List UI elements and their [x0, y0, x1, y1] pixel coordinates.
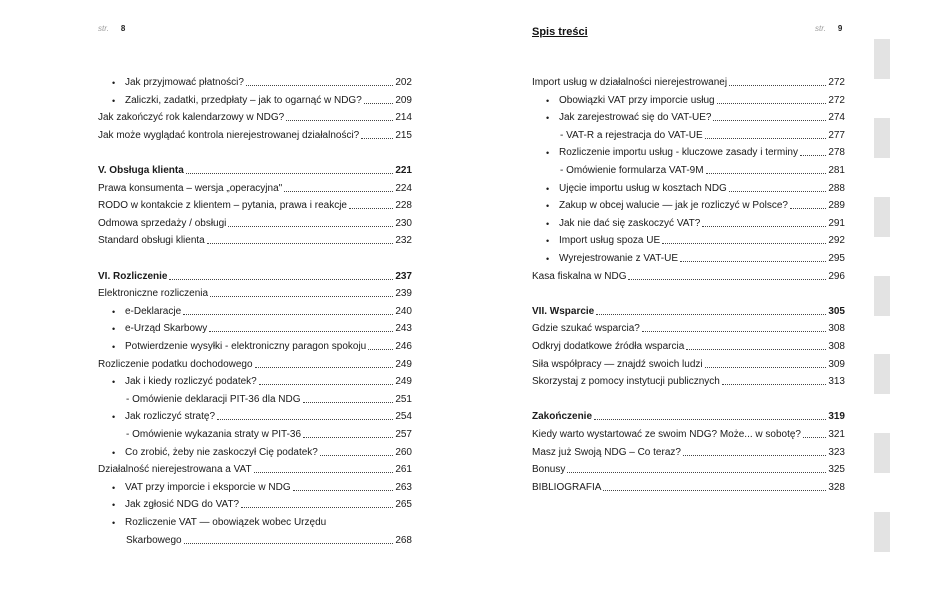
- dot-leader: [800, 155, 826, 156]
- toc-title: Spis treści: [532, 26, 588, 38]
- toc-entry-page: 274: [828, 112, 845, 124]
- dot-leader: [803, 437, 826, 438]
- toc-entry-title: Jak zakończyć rok kalendarzowy w NDG?: [98, 112, 285, 124]
- toc-entry[interactable]: [112, 301, 412, 318]
- toc-entry-page: 228: [395, 200, 412, 212]
- toc-entry[interactable]: [532, 318, 845, 335]
- toc-entry[interactable]: [546, 213, 845, 230]
- dot-leader: [303, 437, 393, 438]
- toc-entry-page: 296: [828, 270, 845, 282]
- dot-leader: [349, 208, 393, 209]
- toc-entry-page: 224: [395, 182, 412, 194]
- dot-leader: [686, 349, 826, 350]
- toc-entry[interactable]: [532, 477, 845, 494]
- toc-section[interactable]: [98, 266, 412, 283]
- toc-entry-title: Siła współpracy — znajdź swoich ludzi: [532, 358, 703, 370]
- toc-entry-title: Zakończenie: [532, 411, 593, 423]
- toc-entry-title: Kiedy warto wystartować ze swoim NDG? Może... w sobotę?: [532, 429, 801, 440]
- toc-section[interactable]: [532, 301, 845, 318]
- toc-entry[interactable]: [546, 195, 845, 212]
- toc-entry[interactable]: [112, 90, 412, 107]
- toc-entry-title: - VAT-R a rejestracja do VAT-UE: [560, 129, 703, 141]
- toc-entry-title: Skorzystaj z pomocy instytucji publicznych: [532, 376, 720, 388]
- toc-entry-title: RODO w kontakcie z klientem – pytania, prawa i reakcje: [98, 200, 347, 212]
- dot-leader: [284, 191, 393, 192]
- dot-leader: [790, 208, 826, 209]
- toc-entry-page: 246: [395, 341, 412, 352]
- toc-entry-title: Gdzie szukać wsparcia?: [532, 323, 640, 335]
- toc-entry[interactable]: [546, 142, 845, 159]
- toc-entry[interactable]: [546, 90, 845, 107]
- bullet-icon: •: [546, 201, 550, 212]
- dot-leader: [320, 455, 393, 456]
- toc-entry[interactable]: [560, 160, 845, 177]
- toc-entry-page: 295: [828, 253, 845, 264]
- toc-entry-title: Ujęcie importu usług w kosztach NDG: [559, 182, 727, 194]
- toc-entry-page: 230: [395, 217, 412, 229]
- toc-entry-page: 305: [828, 305, 845, 317]
- toc-entry-title: Import usług w działalności nierejestrowanej: [532, 77, 728, 88]
- thumb-tab[interactable]: [874, 276, 890, 316]
- toc-entry-title: - Omówienie wykazania straty w PIT-36: [126, 429, 302, 440]
- toc-entry[interactable]: [112, 371, 412, 388]
- dot-leader: [217, 419, 393, 420]
- dot-leader: [303, 402, 394, 403]
- dot-leader: [255, 367, 394, 368]
- bullet-icon: •: [546, 218, 550, 229]
- dot-leader: [207, 243, 394, 244]
- dot-leader: [702, 226, 826, 227]
- toc-entry-title: Jak może wyglądać kontrola nierejestrowanej działalności?: [98, 129, 360, 141]
- toc-entry-title: Jak zgłosić NDG do VAT?: [125, 499, 240, 511]
- toc-entry[interactable]: [532, 336, 845, 353]
- bullet-icon: •: [546, 95, 550, 106]
- dot-leader: [628, 279, 826, 280]
- toc-entry[interactable]: [112, 512, 412, 529]
- bullet-icon: •: [112, 306, 116, 317]
- toc-entry[interactable]: [112, 406, 412, 423]
- dot-leader: [364, 103, 394, 104]
- toc-entry-title: BIBLIOGRAFIA: [532, 481, 602, 493]
- toc-entry-title: Wyrejestrowanie z VAT-UE: [559, 253, 679, 264]
- toc-entry-page: 288: [828, 182, 845, 194]
- page-number: 8: [120, 24, 126, 33]
- toc-entry-page: 257: [395, 429, 412, 440]
- toc-entry[interactable]: [98, 195, 412, 212]
- toc-entry-page: 308: [828, 341, 845, 352]
- toc-entry-page: 291: [828, 217, 845, 229]
- toc-entry-title: Jak nie dać się zaskoczyć VAT?: [559, 217, 701, 229]
- thumb-tab[interactable]: [874, 39, 890, 79]
- toc-entry[interactable]: [546, 248, 845, 265]
- bullet-icon: •: [546, 113, 550, 124]
- toc-entry-page: 278: [828, 147, 845, 159]
- toc-entry-page: 319: [828, 411, 845, 423]
- toc-entry-page: 263: [395, 481, 412, 493]
- toc-entry-page: 254: [395, 411, 412, 423]
- dot-leader: [567, 472, 826, 473]
- dot-leader: [246, 85, 393, 86]
- dot-leader: [186, 173, 394, 174]
- toc-entry-title: Obowiązki VAT przy imporcie usług: [559, 94, 715, 106]
- dot-leader: [259, 384, 394, 385]
- toc-entry-page: 214: [395, 112, 412, 124]
- dot-leader: [210, 296, 393, 297]
- toc-entry[interactable]: [532, 442, 845, 459]
- dot-leader: [642, 331, 826, 332]
- toc-entry-title: Standard obsługi klienta: [98, 235, 205, 247]
- toc-entry-page: 249: [395, 376, 412, 388]
- toc-entry[interactable]: [112, 494, 412, 511]
- bullet-icon: •: [112, 518, 116, 528]
- toc-entry[interactable]: [126, 530, 412, 547]
- toc-entry[interactable]: [532, 72, 845, 89]
- toc-entry-title: e-Urząd Skarbowy: [125, 323, 208, 335]
- toc-entry-title: Skarbowego: [126, 534, 182, 546]
- toc-entry-page: 265: [395, 499, 412, 511]
- toc-entry[interactable]: [112, 318, 412, 335]
- toc-entry[interactable]: [532, 354, 845, 371]
- toc-entry-page: 268: [395, 534, 412, 546]
- toc-entry-title: Potwierdzenie wysyłki - elektroniczny paragon spokoju: [125, 341, 367, 352]
- toc-entry[interactable]: [98, 230, 412, 247]
- toc-entry-title: Jak zarejestrować się do VAT-UE?: [559, 112, 712, 124]
- left-page-header: [98, 24, 125, 33]
- toc-entry-title: Masz już Swoją NDG – Co teraz?: [532, 446, 681, 458]
- toc-entry-title: Prawa konsumenta – wersja „operacyjna": [98, 182, 283, 194]
- toc-entry-title: Elektroniczne rozliczenia: [98, 288, 209, 300]
- toc-entry-page: 240: [395, 305, 412, 317]
- dot-leader: [713, 120, 826, 121]
- toc-section[interactable]: [98, 160, 412, 177]
- toc-entry[interactable]: [532, 459, 845, 476]
- dot-leader: [706, 173, 827, 174]
- toc-entry-title: Bonusy: [532, 464, 566, 476]
- toc-entry-title: Zakup w obcej walucie — jak je rozliczyć w Polsce?: [559, 200, 788, 212]
- toc-entry[interactable]: [126, 424, 412, 441]
- bullet-icon: •: [112, 95, 116, 106]
- toc-entry[interactable]: [546, 107, 845, 124]
- toc-entry-title: Rozliczenie VAT — obowiązek wobec Urzędu: [125, 517, 327, 528]
- dot-leader: [209, 331, 393, 332]
- page-label: str.: [98, 24, 109, 33]
- toc-entry-page: 309: [828, 358, 845, 370]
- toc-entry[interactable]: [532, 371, 845, 388]
- toc-entry-title: VII. Wsparcie: [532, 305, 595, 317]
- bullet-icon: •: [546, 183, 550, 194]
- dot-leader: [596, 314, 826, 315]
- toc-entry[interactable]: [98, 459, 412, 476]
- toc-entry-page: 321: [828, 429, 845, 440]
- toc-entry-page: 281: [828, 165, 845, 176]
- toc-entry-page: 292: [828, 235, 845, 247]
- toc-entry-title: - Omówienie formularza VAT-9M: [560, 165, 704, 176]
- toc-entry-title: Jak i kiedy rozliczyć podatek?: [125, 376, 257, 388]
- toc-entry-title: Rozliczenie podatku dochodowego: [98, 358, 253, 370]
- dot-leader: [729, 191, 826, 192]
- toc-entry-page: 215: [395, 129, 412, 141]
- toc-entry[interactable]: [532, 266, 845, 283]
- toc-section[interactable]: [532, 406, 845, 423]
- toc-entry[interactable]: [98, 125, 412, 142]
- thumb-tab[interactable]: [874, 512, 890, 552]
- toc-entry-title: e-Deklaracje: [125, 305, 182, 317]
- toc-entry-page: 325: [828, 464, 845, 476]
- toc-entry-page: 323: [828, 446, 845, 458]
- toc-entry-page: 313: [828, 376, 845, 388]
- toc-entry-page: 289: [828, 200, 845, 212]
- dot-leader: [594, 419, 826, 420]
- toc-entry-title: - Omówienie deklaracji PIT-36 dla NDG: [126, 393, 301, 405]
- toc-entry-page: 261: [395, 464, 412, 476]
- toc-entry[interactable]: [112, 442, 412, 459]
- dot-leader: [293, 490, 394, 491]
- dot-leader: [184, 543, 394, 544]
- toc-entry[interactable]: [98, 178, 412, 195]
- thumb-tab[interactable]: [874, 354, 890, 394]
- dot-leader: [722, 384, 826, 385]
- toc-entry-page: 232: [395, 235, 412, 247]
- toc-entry-page: 239: [395, 288, 412, 300]
- bullet-icon: •: [112, 377, 116, 388]
- toc-entry-page: 202: [395, 77, 412, 88]
- toc-entry[interactable]: [532, 424, 845, 441]
- dot-leader: [241, 507, 393, 508]
- dot-leader: [286, 120, 393, 121]
- toc-entry-page: 328: [828, 481, 845, 493]
- toc-entry[interactable]: [560, 125, 845, 142]
- toc-entry-title: V. Obsługa klienta: [98, 165, 184, 176]
- toc-entry-title: Zaliczki, zadatki, przedpłaty – jak to ogarnąć w NDG?: [125, 94, 362, 106]
- toc-entry[interactable]: [112, 336, 412, 353]
- bullet-icon: •: [112, 447, 116, 458]
- toc-entry[interactable]: [546, 230, 845, 247]
- toc-entry[interactable]: [112, 72, 412, 89]
- bullet-icon: •: [546, 236, 550, 247]
- toc-entry-title: VI. Rozliczenie: [98, 270, 168, 282]
- page-label: str.: [815, 24, 826, 33]
- dot-leader: [361, 138, 393, 139]
- toc-entry-page: 243: [395, 323, 412, 335]
- toc-entry-page: 249: [395, 358, 412, 370]
- bullet-icon: •: [112, 342, 116, 352]
- toc-entry[interactable]: [98, 107, 412, 124]
- bullet-icon: •: [112, 500, 116, 511]
- page-number: 9: [837, 24, 843, 33]
- dot-leader: [183, 314, 393, 315]
- toc-entry-title: Kasa fiskalna w NDG: [532, 270, 627, 282]
- toc-entry[interactable]: [112, 477, 412, 494]
- toc-entry-page: 308: [828, 323, 845, 335]
- toc-entry-page: 209: [395, 94, 412, 106]
- toc-entry[interactable]: [98, 283, 412, 300]
- bullet-icon: •: [112, 324, 116, 335]
- thumb-tab[interactable]: [874, 118, 890, 158]
- bullet-icon: •: [546, 148, 550, 159]
- dot-leader: [680, 261, 826, 262]
- dot-leader: [368, 349, 393, 350]
- bullet-icon: •: [112, 412, 116, 423]
- toc-entry-title: Odkryj dodatkowe źródła wsparcia: [532, 341, 685, 352]
- toc-entry-page: 272: [828, 77, 845, 88]
- bullet-icon: •: [546, 254, 550, 264]
- toc-entry[interactable]: [546, 178, 845, 195]
- dot-leader: [683, 455, 826, 456]
- dot-leader: [662, 243, 826, 244]
- dot-leader: [729, 85, 826, 86]
- right-page-header: [815, 24, 842, 33]
- toc-entry-title: Odmowa sprzedaży / obsługi: [98, 217, 227, 229]
- toc-entry-page: 221: [395, 165, 412, 176]
- dot-leader: [717, 103, 827, 104]
- dot-leader: [705, 138, 827, 139]
- toc-entry-page: 251: [395, 393, 412, 405]
- dot-leader: [169, 279, 393, 280]
- toc-entry-title: VAT przy imporcie i eksporcie w NDG: [125, 481, 291, 493]
- toc-entry-title: Import usług spoza UE: [559, 235, 661, 247]
- toc-entry-title: Rozliczenie importu usług - kluczowe zasady i terminy: [559, 147, 798, 159]
- dot-leader: [603, 490, 826, 491]
- thumb-tab[interactable]: [874, 197, 890, 237]
- toc-entry[interactable]: [126, 389, 412, 406]
- dot-leader: [228, 226, 393, 227]
- thumb-tab[interactable]: [874, 433, 890, 473]
- toc-entry-page: 277: [828, 129, 845, 141]
- bullet-icon: •: [112, 78, 116, 88]
- toc-entry[interactable]: [98, 354, 412, 371]
- right-page: [471, 0, 942, 591]
- toc-entry-page: 237: [395, 270, 412, 282]
- toc-entry-title: Jak rozliczyć stratę?: [125, 411, 216, 423]
- dot-leader: [705, 367, 827, 368]
- toc-entry-page: 272: [828, 94, 845, 106]
- toc-entry-title: Działalność nierejestrowana a VAT: [98, 464, 252, 476]
- bullet-icon: •: [112, 482, 116, 493]
- toc-entry-page: 260: [395, 446, 412, 458]
- toc-entry-title: Co zrobić, żeby nie zaskoczył Cię podatek?: [125, 446, 318, 458]
- dot-leader: [254, 472, 394, 473]
- toc-entry[interactable]: [98, 213, 412, 230]
- toc-entry-title: Jak przyjmować płatności?: [125, 77, 244, 88]
